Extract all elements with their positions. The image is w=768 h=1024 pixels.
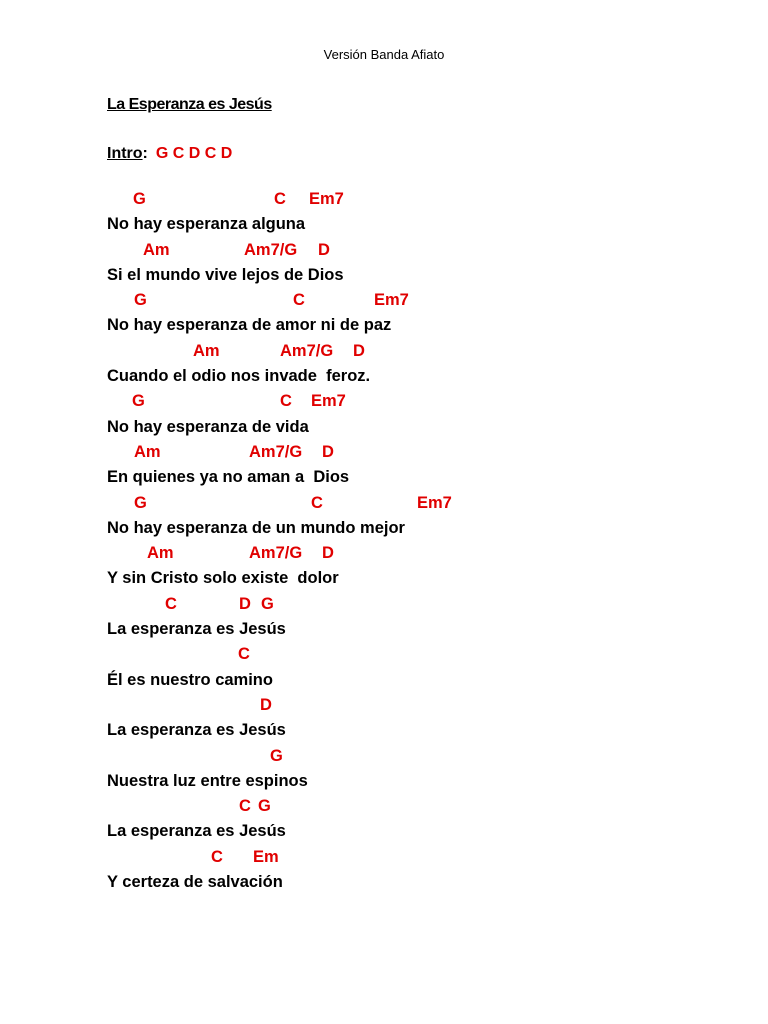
lyric-line: No hay esperanza de un mundo mejor [107, 518, 405, 537]
chord-line [107, 693, 667, 718]
chord: D [239, 594, 251, 613]
chord: D [353, 341, 365, 360]
chord-line [107, 794, 667, 819]
chord: C [239, 797, 251, 816]
chord: G [258, 797, 271, 816]
chord-line [107, 389, 667, 414]
chord: Em7 [311, 392, 346, 411]
chord-line [107, 541, 667, 566]
lyric-line: Y sin Cristo solo existe dolor [107, 569, 339, 588]
chord: Em7 [309, 190, 344, 208]
chord-line [107, 187, 667, 212]
song-title: La Esperanza es Jesús [107, 96, 272, 113]
lyric-line: No hay esperanza de amor ni de paz [107, 316, 392, 335]
document-header: Versión Banda Afiato [323, 47, 445, 62]
chord-line [107, 845, 667, 870]
chord-line [107, 744, 667, 769]
lyric-line: Y certeza de salvación [107, 873, 283, 892]
chord: C [311, 493, 323, 512]
chord: D [322, 442, 334, 461]
chord: D [260, 695, 272, 714]
chord: Am7/G [280, 341, 334, 360]
lyric-line: Nuestra luz entre espinos [107, 771, 308, 790]
chord-line [107, 339, 667, 364]
lyric-line: No hay esperanza alguna [107, 215, 306, 234]
lyric-line: La esperanza es Jesús [107, 721, 286, 740]
chord: G [133, 190, 146, 208]
song-body [107, 187, 667, 895]
chord: D [318, 240, 330, 259]
chord: Em7 [417, 493, 452, 512]
chord: Am7/G [244, 240, 298, 259]
lyric-line: Él es nuestro camino [107, 670, 273, 689]
lyric-line: La esperanza es Jesús [107, 620, 286, 639]
chord-line [107, 288, 667, 313]
lyric-line: Si el mundo vive lejos de Dios [107, 265, 344, 284]
intro-chords: G C D C D [155, 145, 233, 162]
intro-colon: : [142, 145, 148, 162]
chord: D [322, 544, 334, 563]
lyric-line: Cuando el odio nos invade feroz. [107, 367, 371, 386]
chord: G [134, 493, 147, 512]
chord-line [107, 238, 667, 263]
chord: Em7 [374, 291, 409, 310]
chord: Am [134, 442, 161, 461]
chord: C [238, 645, 250, 664]
chord: Am [193, 341, 220, 360]
chord: C [165, 594, 177, 613]
chord: C [274, 190, 286, 208]
chord-line [107, 491, 667, 516]
chord-line [107, 642, 667, 667]
intro-label: Intro [107, 145, 143, 162]
chord: G [132, 392, 145, 411]
chord: Am7/G [249, 442, 303, 461]
chord: G [270, 746, 283, 765]
chord: Am7/G [249, 544, 303, 563]
chord: Am [147, 544, 174, 563]
chord-line [107, 592, 667, 617]
intro-line [107, 145, 232, 163]
chord: G [261, 594, 274, 613]
chord: C [280, 392, 292, 411]
chord: Em [253, 847, 279, 866]
chord: Am [143, 240, 170, 259]
chord: C [211, 847, 223, 866]
lyric-line: No hay esperanza de vida [107, 417, 309, 436]
lyric-line: En quienes ya no aman a Dios [107, 468, 350, 487]
chord: G [134, 291, 147, 310]
chord-line [107, 440, 667, 465]
lyric-line: La esperanza es Jesús [107, 822, 286, 841]
chord: C [293, 291, 305, 310]
